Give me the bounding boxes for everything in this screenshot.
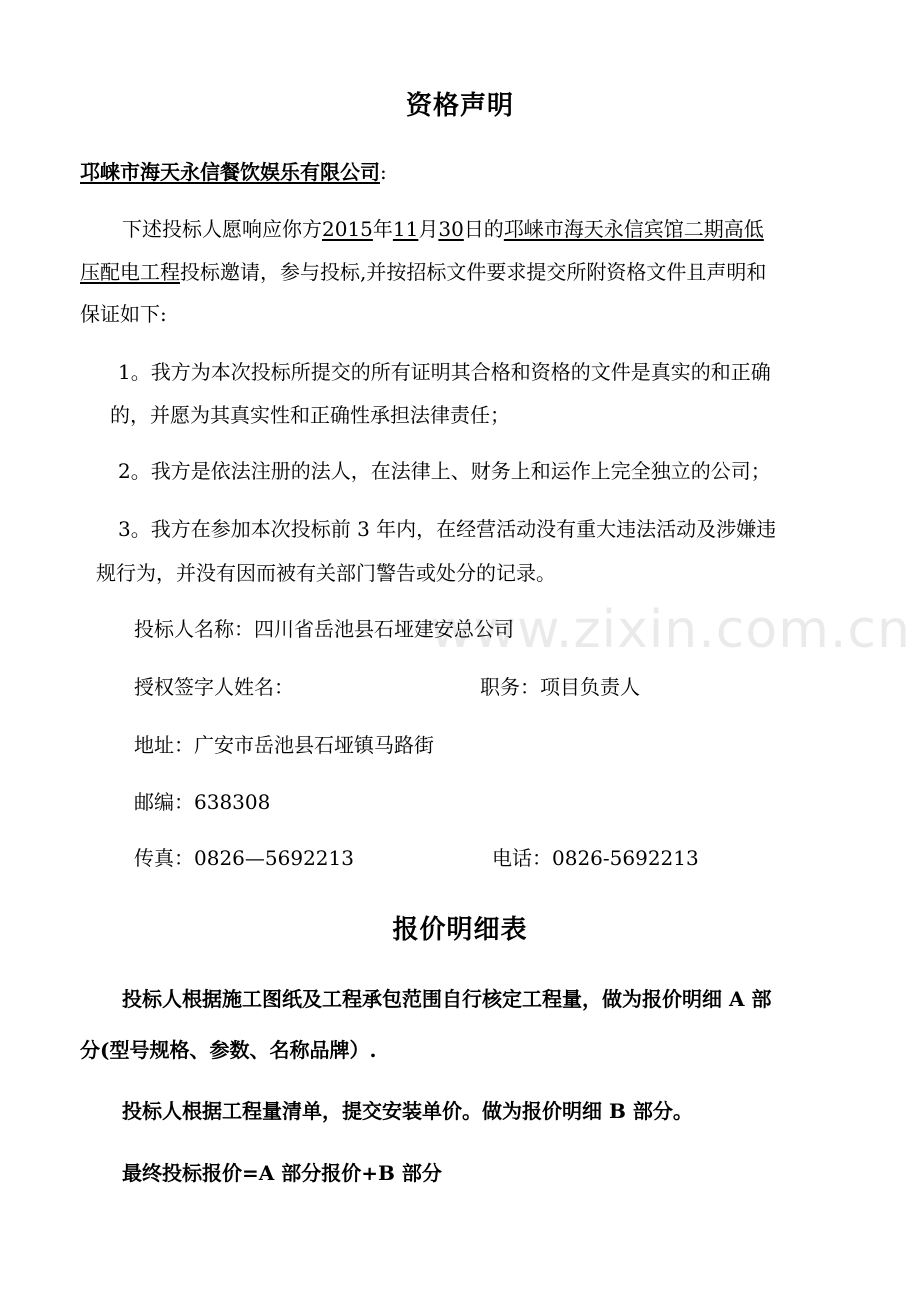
project-name-part2: 压配电工程 [80,260,180,284]
phone-field: 电话：0826-5692213 [492,846,699,870]
item-3-line-2: 规行为，并没有因而被有关部门警告或处分的记录。 [96,561,556,585]
fax-field: 传真：0826—5692213 [134,846,354,870]
watermark: www.zixin.com.cn [430,600,911,660]
intro-line-3: 保证如下: [80,302,167,326]
recipient-line [80,160,387,184]
item-1-line-1: 1。我方为本次投标所提交的所有证明其合格和资格的文件是真实的和正确 [118,360,771,384]
declaration-title: 资格声明 [405,91,514,121]
postcode-field: 邮编：638308 [134,790,271,814]
intro-line-2 [80,260,766,284]
item-3-line-1: 3。我方在参加本次投标前 3 年内，在经营活动没有重大违法活动及涉嫌违 [118,517,777,541]
item-2-line-1: 2。我方是依法注册的法人，在法律上、财务上和运作上完全独立的公司； [118,459,771,483]
address-field: 地址：广安市岳池县石垭镇马路街 [134,733,434,757]
quote-para-1-line-2: 分(型号规格、参数、名称品牌）. [80,1038,377,1062]
intro-day: 30 [438,217,464,241]
quote-para-3: 最终投标报价=A 部分报价+B 部分 [122,1161,442,1185]
project-name-part1: 邛崃市海天永信宾馆二期高低 [503,217,764,241]
bidder-name-field: 投标人名称：四川省岳池县石垭建安总公司 [134,617,514,641]
intro-line-1 [122,217,764,241]
quote-title: 报价明细表 [392,915,528,945]
intro-month: 11 [392,217,419,241]
intro-year: 2015 [322,217,373,241]
intro-text: 下述投标人愿响应你方 [122,217,322,241]
recipient-colon: : [380,160,387,184]
quote-para-2: 投标人根据工程量清单，提交安装单价。做为报价明细 B 部分。 [122,1099,693,1123]
item-1-line-2: 的，并愿为其真实性和正确性承担法律责任； [110,403,510,427]
intro-text-2: 投标邀请，参与投标,并按招标文件要求提交所附资格文件且声明和 [180,260,767,284]
intro-month-suffix: 月 [418,217,439,241]
intro-year-suffix: 年 [372,217,393,241]
position-field: 职务：项目负责人 [480,675,640,699]
quote-para-1-line-1: 投标人根据施工图纸及工程承包范围自行核定工程量，做为报价明细 A 部 [122,987,772,1011]
recipient-name: 邛崃市海天永信餐饮娱乐有限公司 [80,160,380,184]
intro-day-suffix: 日的 [463,217,504,241]
signer-name-field: 授权签字人姓名： [134,675,294,699]
